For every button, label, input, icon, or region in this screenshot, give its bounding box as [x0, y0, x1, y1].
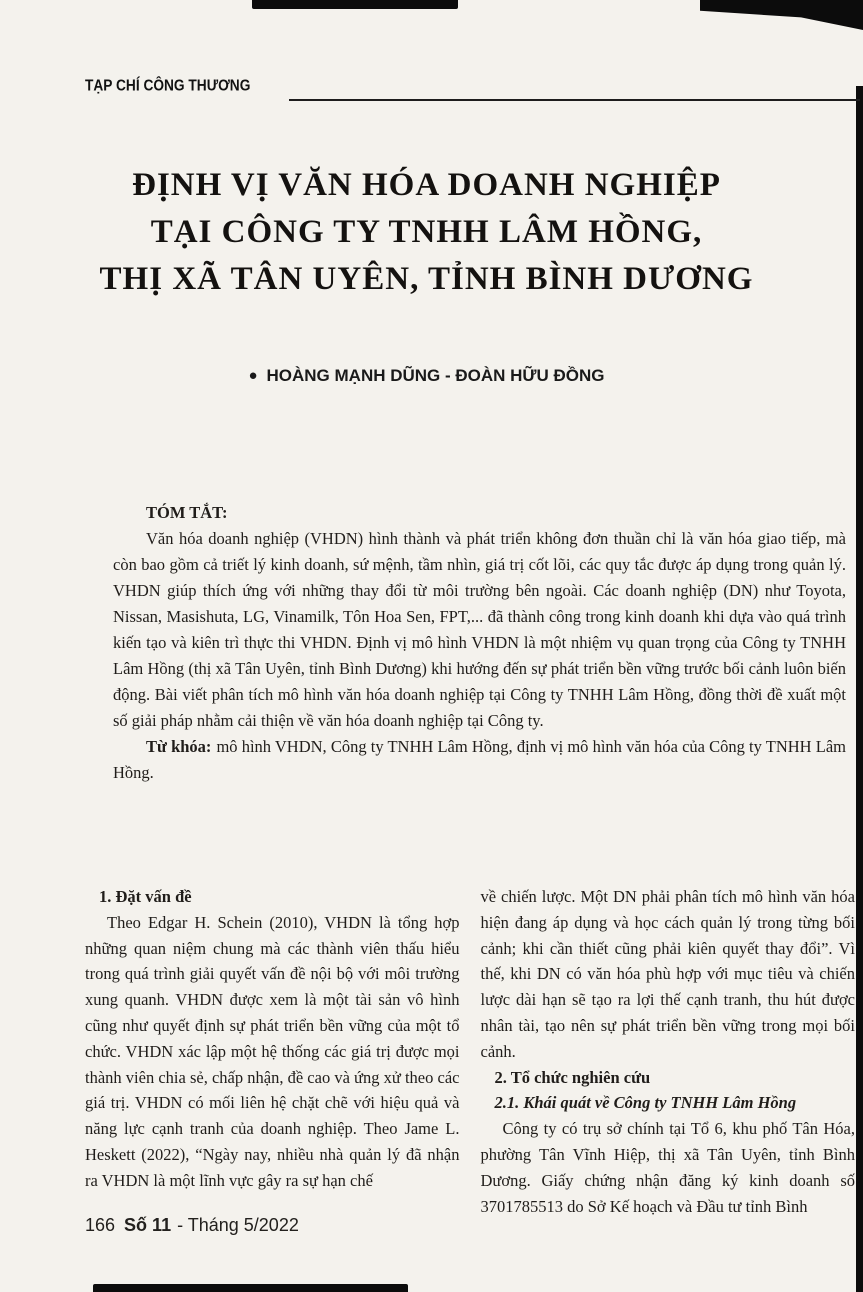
- section-heading-2: 2. Tổ chức nghiên cứu: [494, 1067, 651, 1087]
- article-authors: [0, 366, 853, 386]
- left-column: [85, 884, 460, 1219]
- issue-label: Số 11: [124, 1215, 172, 1235]
- abstract-section: [113, 500, 846, 786]
- abstract-body: Văn hóa doanh nghiệp (VHDN) hình thành và phát triển không đơn thuần chỉ là văn hóa giao tiếp, mà còn bao gồm cả triết lý kinh doanh, sứ mệnh, tầm nhìn, giá trị cốt lõi, các quy tắc được áp dụng trong quản lý. VHDN giúp thích ứng với những thay đổi từ môi trường bên ngoài. Các doanh nghiệp (DN) như Toyota, Nissan, Masishuta, LG, Vinamilk, Tôn Hoa Sen, FPT,... đã thành công trong kinh doanh khi dựa vào quá trình kiến tạo và kiên trì thực thi VHDN. Định vị mô hình VHDN là một nhiệm vụ quan trọng của Công ty TNHH Lâm Hồng (thị xã Tân Uyên, tỉnh Bình Dương) khi hướng đến sự phát triển bền vững trước bối cảnh luôn biến động. Bài viết phân tích mô hình văn hóa doanh nghiệp tại Công ty TNHH Lâm Hồng, đồng thời đề xuất một số giải pháp nhằm cải thiện về văn hóa doanh nghiệp tại Công ty.: [113, 529, 846, 730]
- keywords-text: mô hình VHDN, Công ty TNHH Lâm Hồng, định vị mô hình văn hóa của Công ty TNHH Lâm Hồng.: [113, 737, 846, 782]
- page-number: 166: [85, 1215, 116, 1235]
- journal-masthead: TẠP CHÍ CÔNG THƯƠNG: [85, 76, 251, 94]
- page-footer: [85, 1215, 299, 1236]
- issue-date: - Tháng 5/2022: [177, 1215, 299, 1235]
- subsection-heading-2-1: 2.1. Khái quát về Công ty TNHH Lâm Hồng: [494, 1093, 797, 1113]
- author-names: HOÀNG MẠNH DŨNG - ĐOÀN HỮU ĐỒNG: [266, 366, 605, 385]
- bullet-icon: ●: [248, 367, 258, 384]
- abstract-keywords: [113, 734, 846, 786]
- article-title-line-2: TẠI CÔNG TY TNHH LÂM HỒNG,: [150, 214, 703, 250]
- keywords-label: Từ khóa:: [146, 737, 212, 756]
- scan-artifact-bottom: [93, 1284, 408, 1292]
- right-column-paragraph-2: Công ty có trụ sở chính tại Tổ 6, khu phố Tân Hóa, phường Tân Vĩnh Hiệp, thị xã Tân Uyên, tỉnh Bình Dương. Giấy chứng nhận đăng ký kinh doanh số 3701785513 do Sở Kế hoạch và Đầu tư tỉnh Bình: [480, 1119, 855, 1216]
- article-title: [0, 162, 853, 303]
- right-column: [481, 884, 856, 1219]
- article-body: [85, 884, 855, 1219]
- section-heading-1: 1. Đặt vấn đề: [99, 887, 192, 906]
- scan-artifact-top-right: [700, 0, 863, 30]
- abstract-label: TÓM TẮT:: [146, 503, 228, 522]
- scan-artifact-top-left: [252, 0, 458, 9]
- left-column-paragraph: Theo Edgar H. Schein (2010), VHDN là tổng hợp những quan niệm chung mà các thành viên thấu hiểu trong quá trình giải quyết vấn đề nội bộ với môi trường xung quanh. VHDN được xem là một tài sản vô hình cũng như quyết định sự phát triển bền vững của một tổ chức. VHDN xác lập một hệ thống các giá trị được mọi thành viên chia sẻ, chấp nhận, đề cao và ứng xử theo các giá trị. VHDN có mối liên hệ chặt chẽ với hiệu quả và năng lực cạnh tranh của doanh nghiệp. Theo Jame L. Heskett (2022), “Ngày nay, nhiều nhà quản lý đã nhận ra VHDN là một lĩnh vực gây ra sự hạn chế: [85, 912, 460, 1190]
- scan-artifact-right-edge: [856, 86, 863, 1292]
- right-column-paragraph-1: về chiến lược. Một DN phải phân tích mô hình văn hóa hiện đang áp dụng và học cách quản lý trong từng bối cảnh; khi cần thiết cũng phải kiên quyết thay đổi”. Vì thế, khi DN có văn hóa phù hợp với mục tiêu và chiến lược dài hạn sẽ tạo ra lợi thế cạnh tranh, thu hút được nhân tài, tạo nên sự phát triển bền vững trong mọi bối cảnh.: [480, 887, 855, 1061]
- header-rule: [289, 99, 860, 101]
- article-title-line-3: THỊ XÃ TÂN UYÊN, TỈNH BÌNH DƯƠNG: [99, 261, 754, 297]
- article-title-line-1: ĐỊNH VỊ VĂN HÓA DOANH NGHIỆP: [132, 167, 721, 203]
